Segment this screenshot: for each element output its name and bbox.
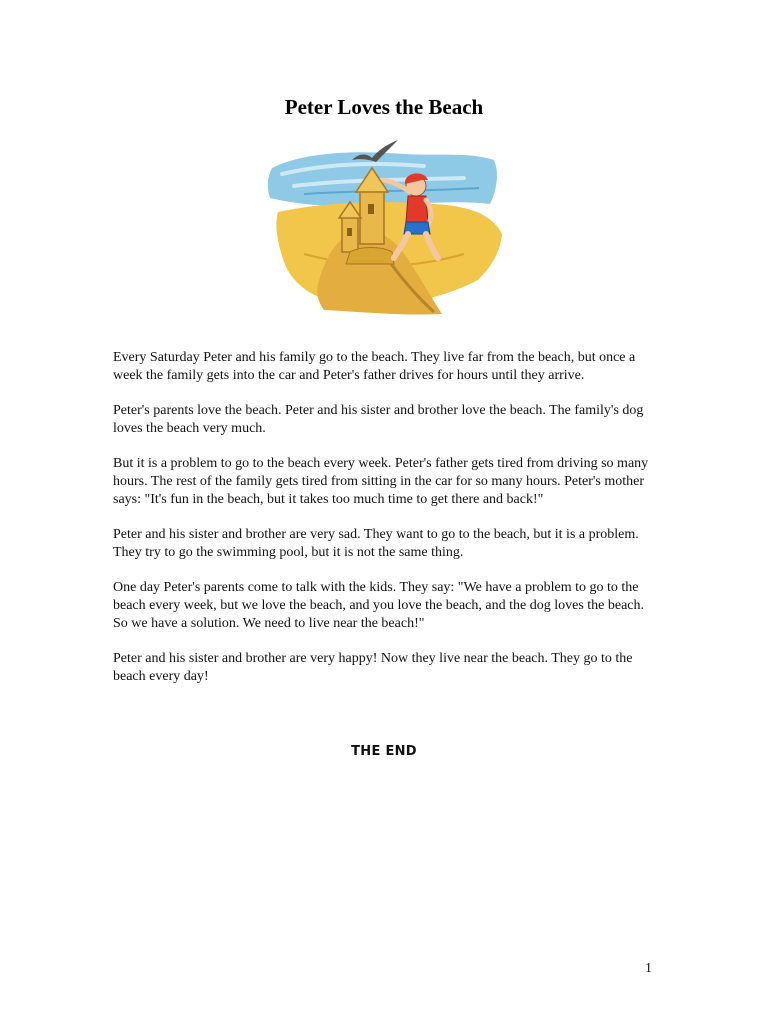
document-title: Peter Loves the Beach [284,95,484,119]
page-number: 1 [645,961,652,976]
paragraph: But it is a problem to go to the beach every week. Peter's father gets tired from driving so many hours. The rest of the family gets tired from sitting in the car for so many hours. Peter's mother says: "It's fun in the beach, but it takes too much time to get there and back!" [113,456,649,507]
story-ending: THE END [351,744,417,759]
paragraph: Peter's parents love the beach. Peter and his sister and brother love the beach. The family's dog loves the beach very much. [113,403,644,436]
paragraph: One day Peter's parents come to talk with the kids. They say: "We have a problem to go to the beach every week, but we love the beach, and you love the beach, and the dog loves the beach. So we have a solution. We need to live near the beach!" [113,580,645,631]
paragraph: Peter and his sister and brother are very happy! Now they live near the beach. They go to the beach every day! [113,651,633,684]
paragraph: Peter and his sister and brother are very sad. They want to go to the beach, but it is a problem. They try to go the swimming pool, but it is not the same thing. [113,527,639,560]
castle-tower-main [360,190,384,244]
boy-building-sandcastle-illustration [264,134,504,318]
story-body [113,349,661,703]
paragraph: Every Saturday Peter and his family go to the beach. They live far from the beach, but once a week the family gets into the car and Peter's father drives for hours until they arrive. [113,350,636,383]
